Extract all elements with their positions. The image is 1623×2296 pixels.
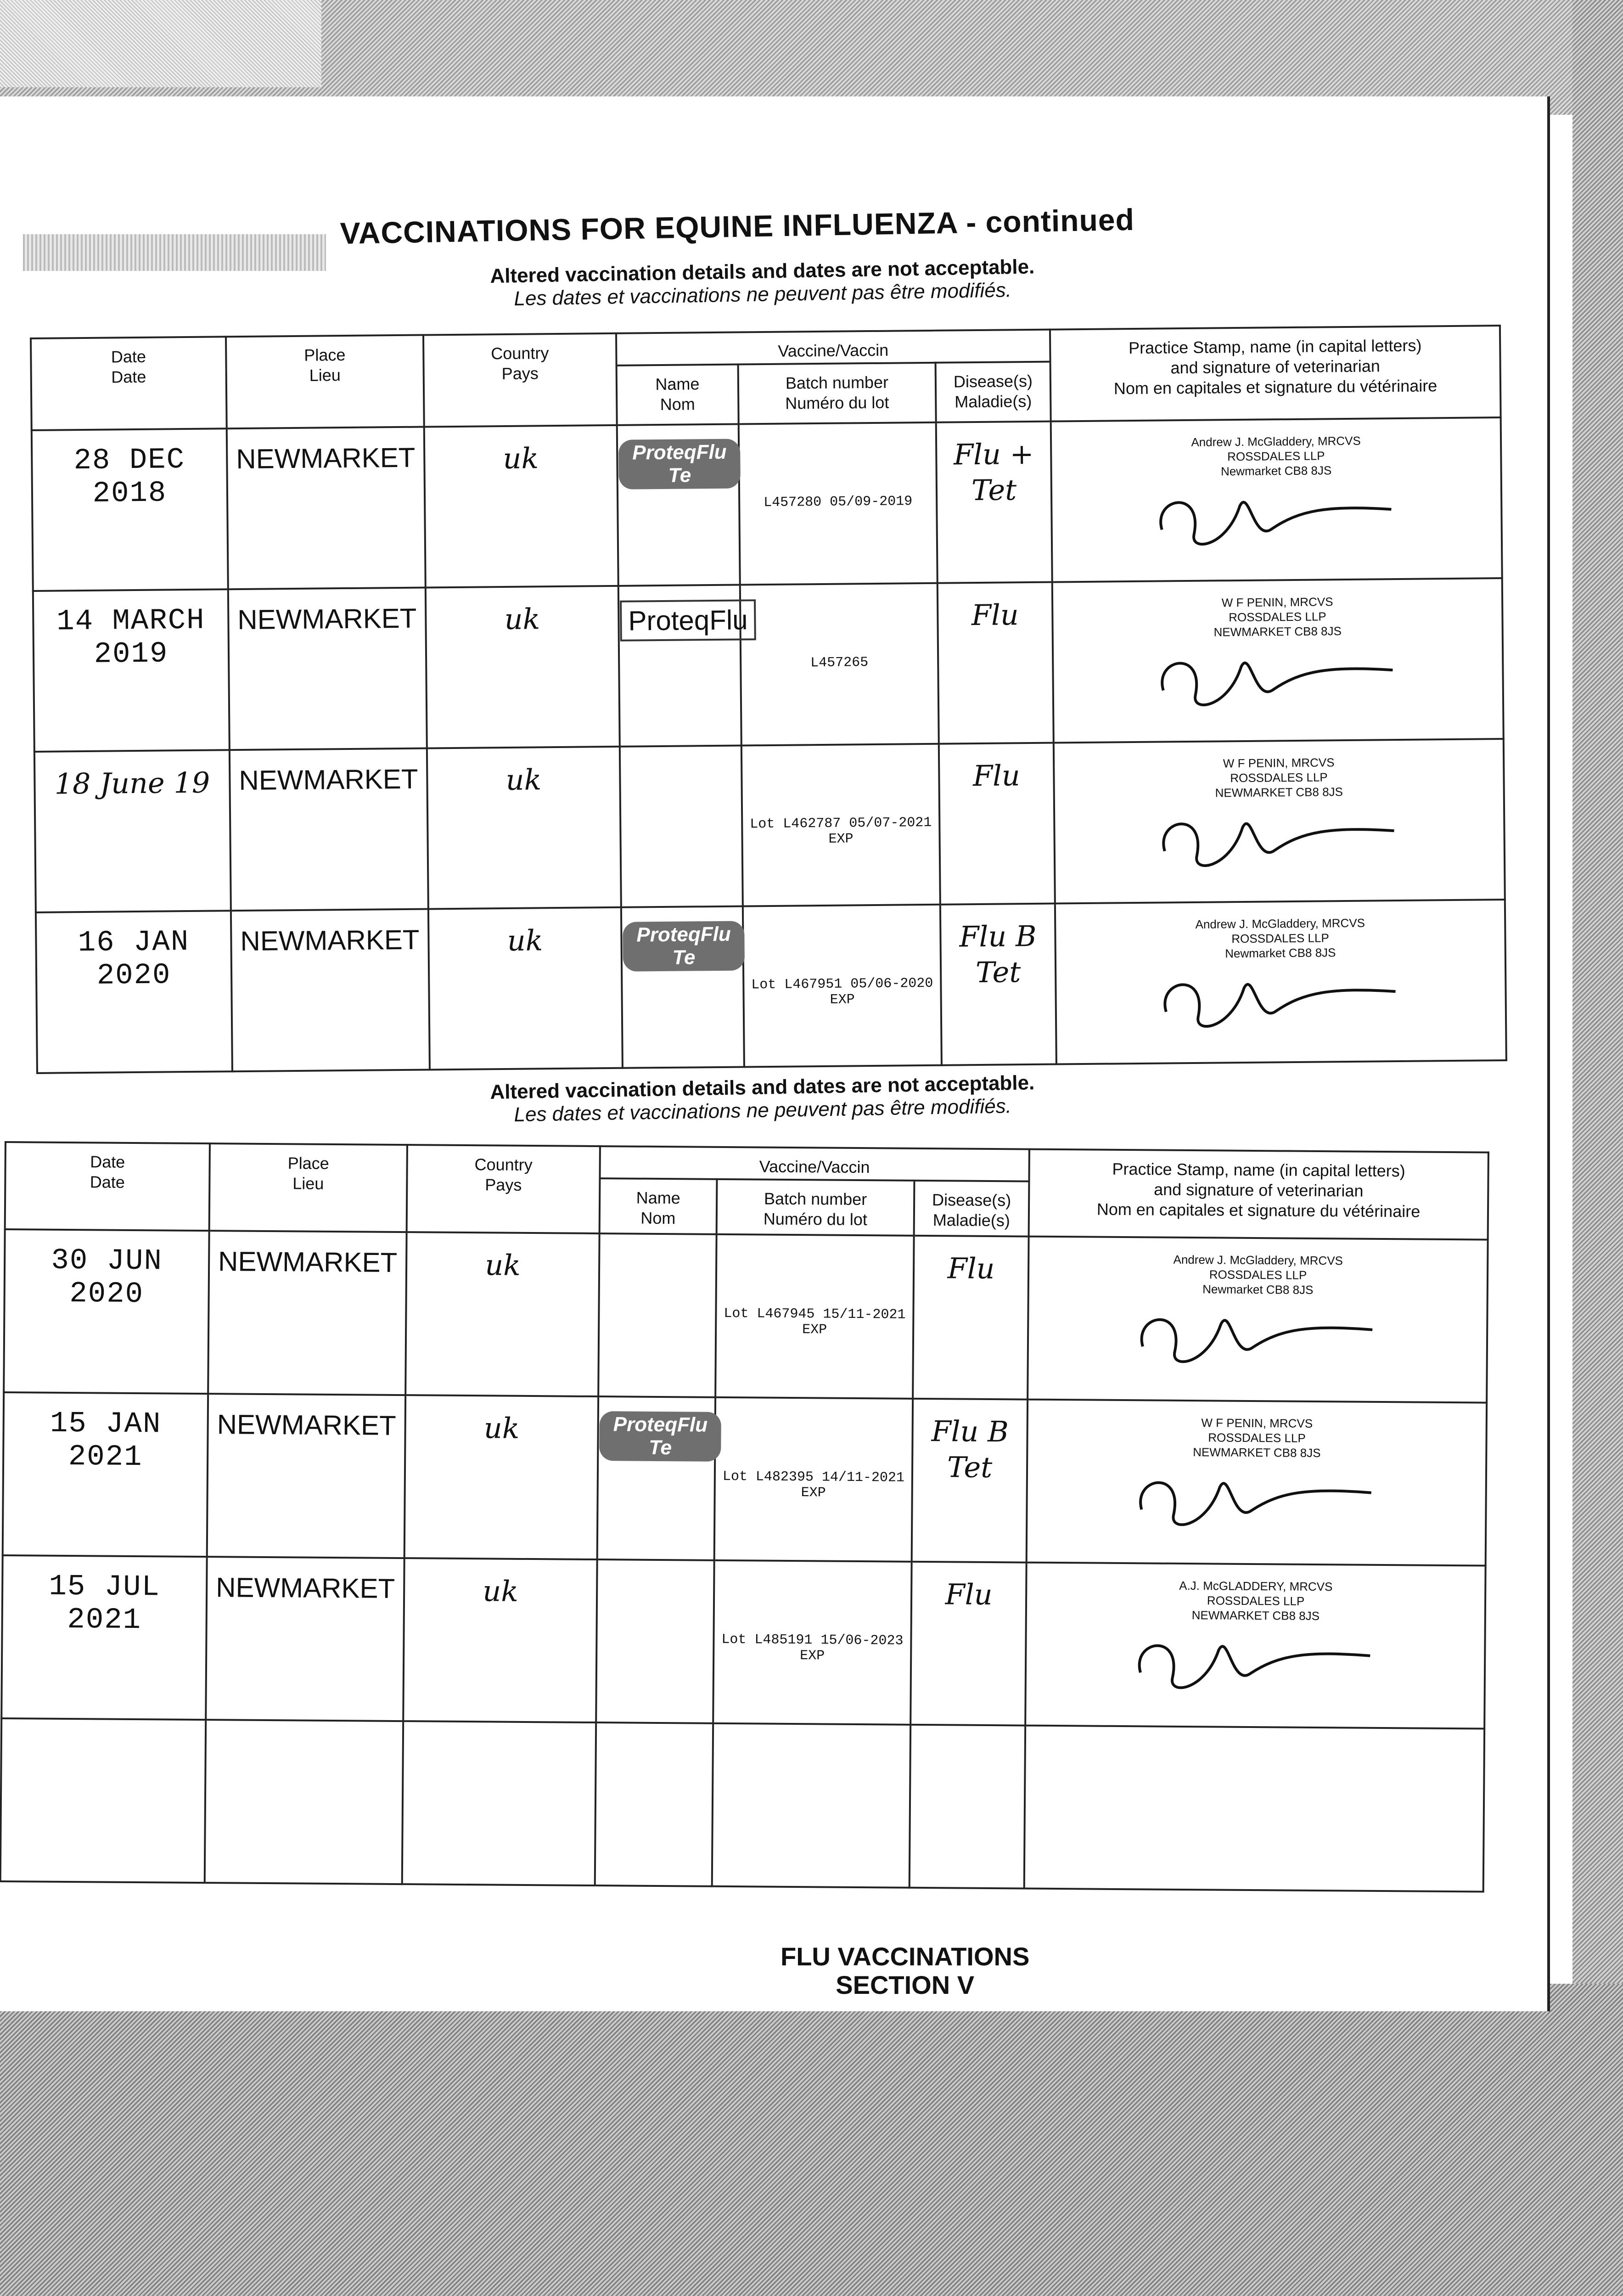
cell-country [404, 1395, 598, 1559]
country-value: uk [485, 1248, 521, 1282]
disease-value: Flu [947, 1251, 995, 1286]
cell-batch [714, 1397, 913, 1562]
disease-value: Flu [971, 598, 1019, 632]
table-row [0, 1718, 1484, 1892]
warning-fr: Les dates et vaccinations ne peuvent pas être modifiés. [514, 279, 1012, 310]
disease-value: Flu B Tet [959, 919, 1037, 990]
col-place: Place Lieu [209, 1143, 407, 1232]
cell-date [1, 1555, 207, 1720]
date-value: 16 JAN 2020 [78, 926, 190, 993]
cell-vaccine [595, 1722, 713, 1886]
vet-stamp: W F PENIN, MRCVS ROSSDALES LLP NEWMARKET CB8 8JS [1193, 1416, 1321, 1460]
col-vaccine-group: Vaccine/Vaccin [616, 330, 1050, 366]
cell-place [208, 1231, 406, 1395]
cell-date [33, 589, 230, 752]
cell-place [207, 1394, 405, 1558]
vet-stamp: A.J. McGLADDERY, MRCVS ROSSDALES LLP NEWMARKET CB8 8JS [1179, 1578, 1333, 1623]
footer-line-2: SECTION V [836, 1970, 975, 1999]
cell-stamp [1024, 1726, 1484, 1892]
cell-stamp [1052, 578, 1504, 743]
country-value: uk [483, 1574, 519, 1608]
country-value: uk [503, 441, 539, 476]
cell-country [424, 425, 618, 588]
cell-stamp [1025, 1563, 1485, 1729]
warning-fr: Les dates et vaccinations ne peuvent pas être modifiés. [514, 1095, 1012, 1126]
cell-date [0, 1718, 206, 1883]
country-value: uk [507, 923, 543, 957]
date-value: 15 JAN 2021 [50, 1407, 162, 1474]
signature-scribble [1114, 1459, 1399, 1539]
col-stamp: Practice Stamp, name (in capital letters) and signature of veterinarian Nom en capitales et signature du vétérinaire [1050, 326, 1501, 422]
table-row [4, 1229, 1488, 1403]
col-country: Country Pays [423, 333, 617, 427]
date-value: 15 JUL 2021 [49, 1570, 161, 1638]
scan-bottom-edge [0, 1984, 1623, 2296]
cell-date [36, 911, 232, 1073]
disease-value: Flu [945, 1577, 993, 1612]
place-value: NEWMARKET [237, 602, 417, 636]
cell-place [230, 748, 428, 911]
col-name: Name Nom [617, 365, 739, 425]
signature-scribble [1135, 638, 1421, 718]
batch-value: Lot L467945 15/11-2021 EXP [724, 1306, 906, 1338]
cell-vaccine [621, 906, 744, 1068]
cell-stamp [1055, 900, 1506, 1064]
col-disease: Disease(s) Maladie(s) [936, 362, 1051, 422]
col-date: Date Date [5, 1142, 210, 1231]
cell-disease [940, 904, 1056, 1065]
cell-place [206, 1557, 404, 1721]
col-batch: Batch number Numéro du lot [717, 1179, 915, 1236]
cell-date [4, 1229, 209, 1394]
table-row [32, 417, 1502, 591]
cell-vaccine [597, 1396, 715, 1560]
cell-stamp [1051, 417, 1502, 582]
batch-value: Lot L482395 14/11-2021 EXP [722, 1469, 905, 1501]
signature-scribble [1137, 799, 1422, 879]
cell-vaccine [598, 1233, 716, 1397]
date-value: 28 DEC 2018 [73, 444, 185, 511]
country-value: uk [505, 763, 542, 797]
cell-batch [713, 1560, 911, 1725]
country-value: uk [483, 1411, 520, 1445]
table-row [3, 1392, 1487, 1566]
cell-date [32, 428, 228, 591]
cell-stamp [1028, 1237, 1488, 1403]
obscured-heading [23, 234, 326, 271]
cell-disease [912, 1399, 1028, 1563]
cell-country [402, 1721, 596, 1885]
col-date: Date Date [31, 337, 227, 430]
cell-batch [740, 583, 939, 746]
section-footer [781, 1942, 1029, 1999]
cell-batch [715, 1234, 914, 1399]
date-value: 18 June 19 [54, 765, 210, 801]
footer-line-1: FLU VACCINATIONS [781, 1942, 1030, 1971]
warning-en: Altered vaccination details and dates are not acceptable. [490, 1071, 1035, 1103]
cell-country [428, 907, 623, 1070]
signature-scribble [1138, 959, 1423, 1040]
batch-value: L457265 [810, 654, 869, 671]
col-name: Name Nom [600, 1178, 717, 1234]
date-value: 14 MARCH 2019 [56, 604, 205, 671]
signature-scribble [1115, 1296, 1400, 1376]
place-value: NEWMARKET [236, 442, 416, 475]
vet-stamp: Andrew J. McGladdery, MRCVS ROSSDALES LLP Newmarket CB8 8JS [1195, 916, 1365, 961]
cell-disease [910, 1725, 1025, 1889]
cell-place [231, 909, 430, 1071]
page-title: VACCINATIONS FOR EQUINE INFLUENZA - continued [340, 202, 1135, 250]
signature-scribble [1113, 1622, 1398, 1702]
warning-en: Altered vaccination details and dates are not acceptable. [490, 255, 1035, 287]
place-value: NEWMARKET [218, 1246, 398, 1278]
vet-stamp: W F PENIN, MRCVS ROSSDALES LLP NEWMARKET CB8 8JS [1215, 755, 1343, 800]
vaccine-label: ProteqFlu Te [618, 439, 741, 490]
cell-stamp [1054, 739, 1505, 904]
vaccine-label: ProteqFlu [620, 599, 756, 642]
cell-batch [741, 744, 940, 906]
disease-value: Flu + Tet [953, 437, 1034, 507]
col-country: Country Pays [407, 1145, 600, 1233]
col-stamp: Practice Stamp, name (in capital letters) and signature of veterinarian Nom en capitales et signature du vétérinaire [1029, 1149, 1488, 1240]
batch-value: Lot L467951 05/06-2020 EXP [751, 975, 933, 1008]
cell-date [3, 1392, 208, 1557]
cell-batch [743, 905, 942, 1067]
cell-place [228, 588, 427, 750]
cell-country [403, 1558, 597, 1722]
vet-stamp: W F PENIN, MRCVS ROSSDALES LLP NEWMARKET CB8 8JS [1213, 595, 1342, 639]
batch-value: Lot L485191 15/06-2023 EXP [721, 1632, 904, 1664]
batch-value [714, 1795, 909, 1796]
vaccination-table-2 [0, 1141, 1489, 1893]
vaccine-label: ProteqFlu Te [623, 921, 745, 971]
cell-disease [910, 1562, 1026, 1726]
cell-place [205, 1720, 403, 1884]
table-row [34, 739, 1505, 912]
cell-place [227, 427, 426, 590]
cell-vaccine [620, 746, 743, 907]
cell-batch [739, 422, 938, 585]
cell-disease [939, 743, 1055, 905]
place-value: NEWMARKET [217, 1409, 396, 1441]
cell-vaccine [617, 424, 740, 586]
scan-top-fold [0, 0, 321, 87]
vaccination-table-1 [30, 325, 1507, 1074]
signature-scribble [1134, 477, 1419, 557]
batch-value: Lot L462787 05/07-2021 EXP [750, 815, 932, 847]
cell-country [405, 1232, 599, 1396]
cell-disease [936, 422, 1052, 583]
col-place: Place Lieu [226, 335, 424, 429]
date-value: 30 JUN 2020 [51, 1244, 163, 1311]
vet-stamp: Andrew J. McGladdery, MRCVS ROSSDALES LLP Newmarket CB8 8JS [1173, 1252, 1343, 1297]
table-row [33, 578, 1504, 752]
place-value: NEWMARKET [215, 1572, 395, 1604]
country-value: uk [504, 602, 540, 636]
place-value: NEWMARKET [240, 924, 420, 957]
vet-stamp: Andrew J. McGladdery, MRCVS ROSSDALES LLP Newmarket CB8 8JS [1191, 433, 1361, 478]
cell-disease [913, 1236, 1028, 1400]
col-batch: Batch number Numéro du lot [738, 363, 936, 424]
disease-value: Flu [972, 759, 1021, 793]
disease-value: Flu B Tet [931, 1414, 1009, 1485]
cell-vaccine [618, 585, 748, 747]
cell-vaccine [596, 1559, 714, 1723]
table-row [36, 900, 1506, 1073]
col-vaccine-group: Vaccine/Vaccin [600, 1146, 1029, 1182]
cell-disease [938, 582, 1054, 744]
vaccine-label: ProteqFlu Te [599, 1411, 721, 1462]
scan-right-edge [1572, 0, 1623, 2296]
place-value: NEWMARKET [239, 763, 418, 796]
cell-batch [712, 1723, 910, 1888]
batch-value: L457280 05/09-2019 [764, 493, 913, 511]
cell-date [34, 750, 231, 912]
cell-country [426, 586, 620, 748]
cell-country [427, 747, 621, 909]
col-disease: Disease(s) Maladie(s) [914, 1181, 1029, 1237]
cell-stamp [1027, 1400, 1487, 1566]
table-row [1, 1555, 1485, 1729]
